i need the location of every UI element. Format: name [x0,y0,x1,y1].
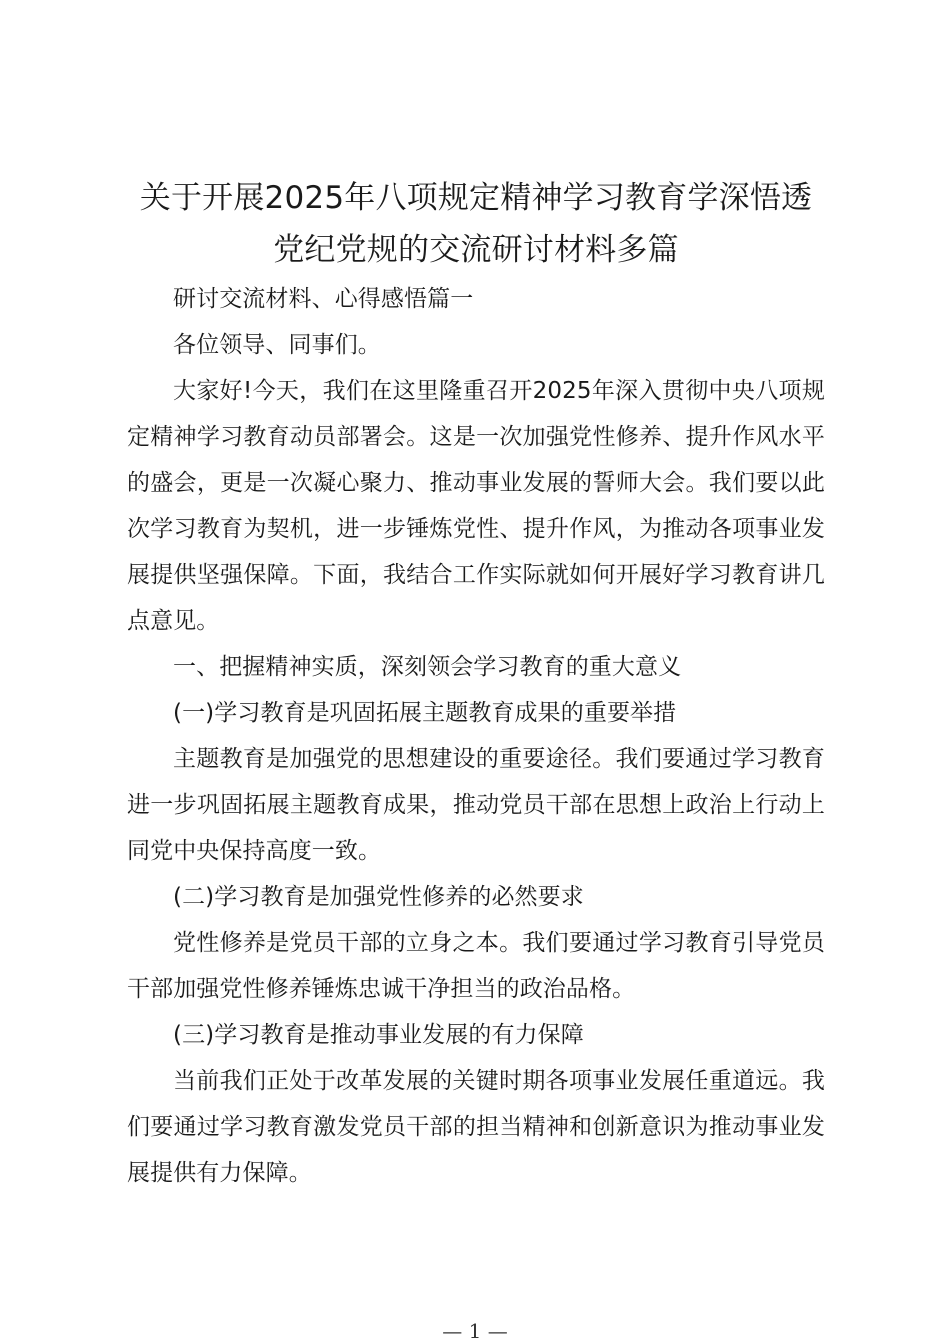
page-number: — 1 — [442,1319,508,1343]
subsection-heading: (一)学习教育是巩固拓展主题教育成果的重要举措 [173,700,677,726]
subsection-heading: (二)学习教育是加强党性修养的必然要求 [173,884,584,910]
body-paragraph: 党性修养是党员干部的立身之本。我们要通过学习教育引导党员干部加强党性修养锤炼忠诚干净担当的政治品格。 [127,930,825,1002]
body-paragraph: 大家好!今天，我们在这里隆重召开2025年深入贯彻中央八项规定精神学习教育动员部署会。这是一次加强党性修养、提升作风水平的盛会，更是一次凝心聚力、推动事业发展的誓师大会。我们要以此次学习教育为契机，进一步锤炼党性、提升作风，为推动各项事业发展提供坚强保障。下面，我结合工作实际就如何开展好学习教育讲几点意见。 [127,378,825,634]
document-title: 关于开展2025年八项规定精神学习教育学深悟透党纪党规的交流研讨材料多篇 [139,180,813,268]
document-page [127,172,825,1196]
subsection-heading: (三)学习教育是推动事业发展的有力保障 [173,1022,584,1048]
body-paragraph: 当前我们正处于改革发展的关键时期各项事业发展任重道远。我们要通过学习教育激发党员干部的担当精神和创新意识为推动事业发展提供有力保障。 [127,1068,825,1186]
body-paragraph: 主题教育是加强党的思想建设的重要途径。我们要通过学习教育进一步巩固拓展主题教育成果，推动党员干部在思想上政治上行动上同党中央保持高度一致。 [127,746,825,864]
salutation: 各位领导、同事们。 [173,332,381,358]
subtitle-line: 研讨交流材料、心得感悟篇一 [173,286,474,312]
section-heading: 一、把握精神实质，深刻领会学习教育的重大意义 [173,654,682,680]
